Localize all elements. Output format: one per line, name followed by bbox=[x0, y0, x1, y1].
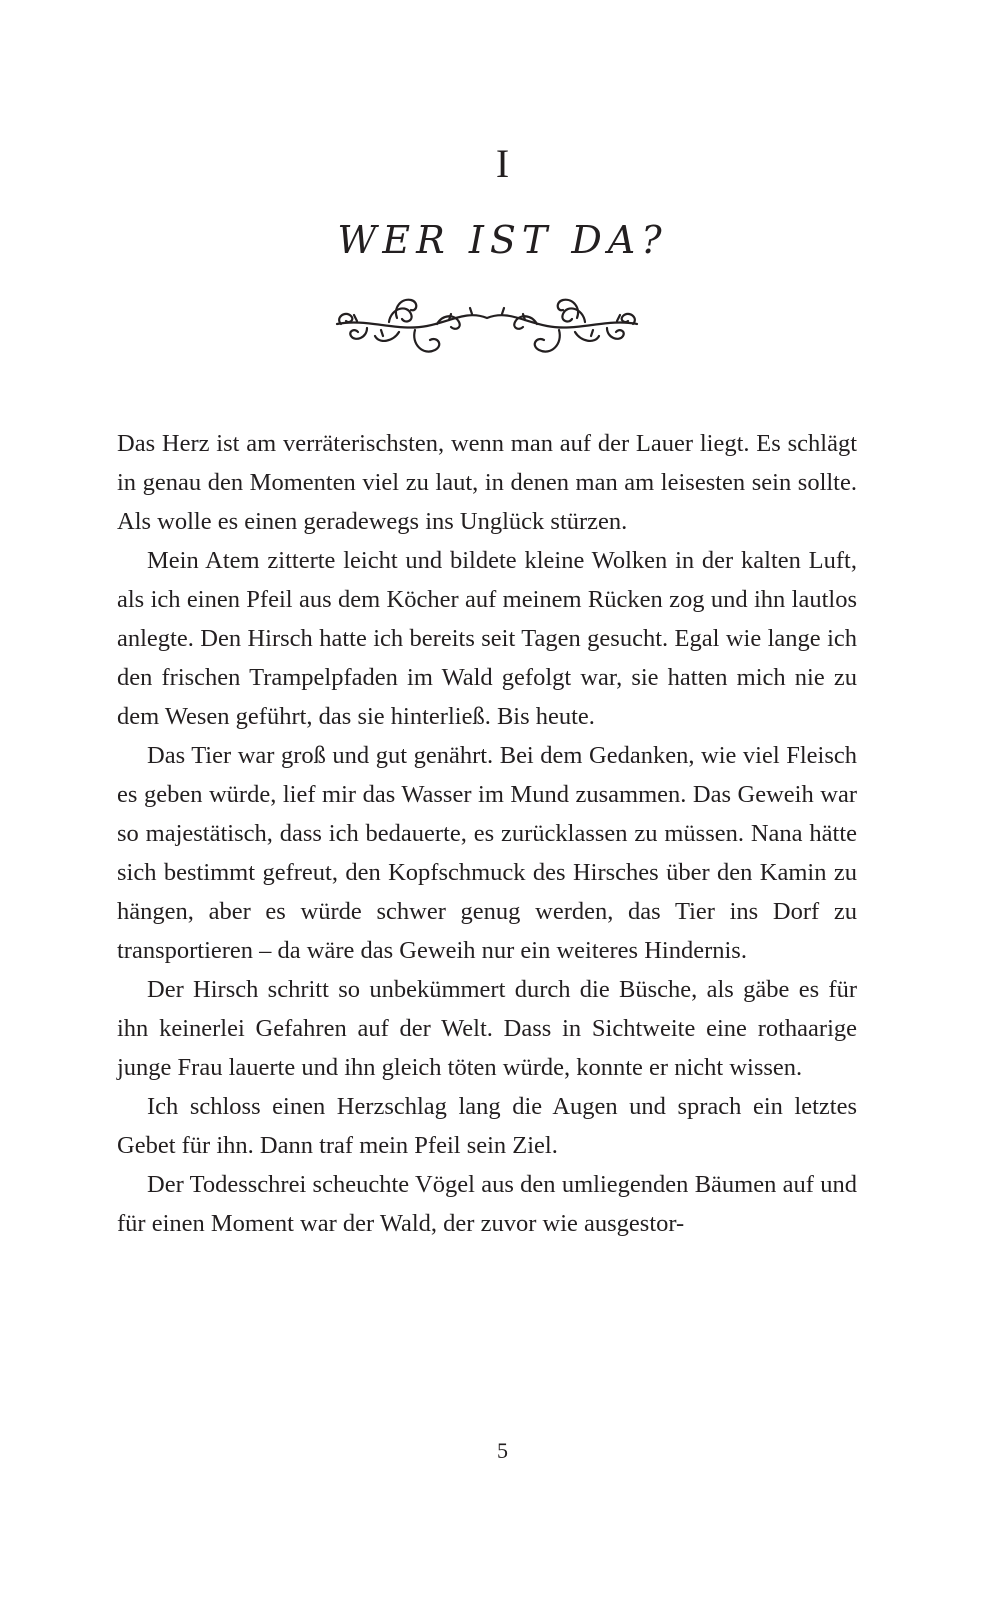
paragraph: Das Herz ist am verräterischsten, wenn man auf der Lauer liegt. Es schlägt in genau den Momenten viel zu laut, in denen man am leisesten sein sollte. Als wolle es einen geradewegs ins Unglück stürzen. bbox=[117, 430, 857, 535]
chapter-title: WER IST DA? bbox=[337, 218, 668, 262]
paragraph: Mein Atem zitterte leicht und bildete kleine Wolken in der kalten Luft, als ich einen Pfeil aus dem Köcher auf meinem Rücken zog und ihn lautlos anlegte. Den Hirsch hatte ich bereits seit Tagen gesucht. Egal wie lange ich den frischen Trampelpfaden im Wald gefolgt war, sie hatten mich nie zu dem Wesen geführt, das sie hinterließ. Bis heute. bbox=[117, 547, 857, 730]
page-number: 5 bbox=[497, 1438, 508, 1463]
paragraph: Der Hirsch schritt so unbekümmert durch die Büsche, als gäbe es für ihn keinerlei Gefahren auf der Welt. Dass in Sichtweite eine rothaarige junge Frau lauerte und ihn gleich töten würde, konnte er nicht wissen. bbox=[117, 976, 857, 1081]
paragraph: Ich schloss einen Herzschlag lang die Augen und sprach ein letztes Gebet für ihn. Dann traf mein Pfeil sein Ziel. bbox=[117, 1093, 857, 1159]
paragraph: Der Todesschrei scheuchte Vögel aus den umliegenden Bäumen auf und für einen Moment war der Wald, der zuvor wie ausgestor- bbox=[117, 1171, 857, 1237]
chapter-body bbox=[117, 424, 857, 1243]
vine-flourish-icon bbox=[327, 288, 647, 370]
chapter-number: I bbox=[495, 141, 510, 186]
paragraph: Das Tier war groß und gut genährt. Bei dem Gedanken, wie viel Fleisch es geben würde, lief mir das Wasser im Mund zusammen. Das Geweih war so majestätisch, dass ich bedauerte, es zurücklassen zu müssen. Nana hätte sich bestimmt gefreut, den Kopfschmuck des Hirsches über den Kamin zu hängen, aber es würde schwer genug werden, das Tier ins Dorf zu transportieren – da wäre das Geweih nur ein weiteres Hindernis. bbox=[117, 742, 857, 964]
